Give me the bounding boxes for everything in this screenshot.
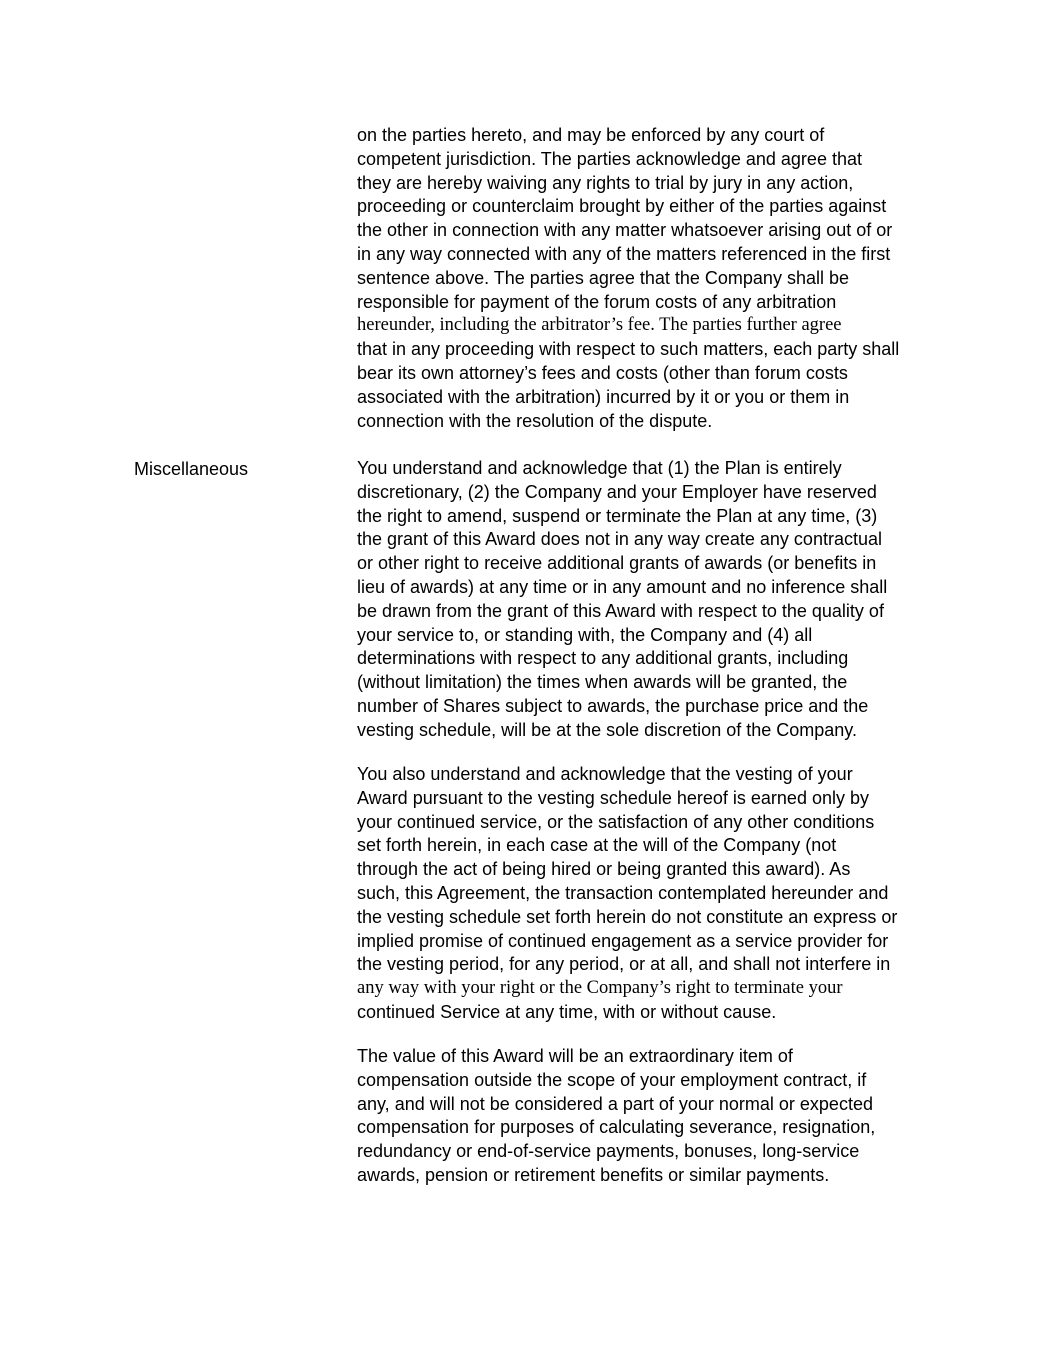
- text-line: sentence above. The parties agree that the Company shall be: [357, 267, 849, 288]
- text-line: awards, pension or retirement benefits or similar payments.: [357, 1164, 830, 1185]
- text-line: or other right to receive additional grants of awards (or benefits in: [357, 553, 877, 574]
- text-line: You understand and acknowledge that (1) the Plan is entirely: [357, 458, 842, 478]
- text-line: The value of this Award will be an extraordinary item of: [357, 1046, 793, 1066]
- section-heading-miscellaneous: Miscellaneous: [134, 459, 249, 479]
- miscellaneous-paragraph-2: [357, 763, 937, 1025]
- text-line: discretionary, (2) the Company and your Employer have reserved: [357, 481, 877, 502]
- text-line: the other in connection with any matter whatsoever arising out of or: [357, 220, 893, 241]
- text-line: bear its own attorney’s fees and costs (other than forum costs: [357, 362, 848, 383]
- miscellaneous-paragraph-1: [357, 457, 937, 743]
- text-line: You also understand and acknowledge that the vesting of your: [357, 764, 853, 784]
- text-line: the grant of this Award does not in any way create any contractual: [357, 529, 882, 550]
- miscellaneous-paragraph-3: [357, 1045, 937, 1188]
- text-line: compensation for purposes of calculating severance, resignation,: [357, 1117, 876, 1138]
- text-line: competent jurisdiction. The parties acknowledge and agree that: [357, 148, 862, 169]
- text-line: responsible for payment of the forum costs of any arbitration: [357, 291, 837, 312]
- text-line: continued Service at any time, with or without cause.: [357, 1001, 777, 1022]
- text-line: redundancy or end-of-service payments, bonuses, long-service: [357, 1141, 860, 1162]
- text-line: on the parties hereto, and may be enforced by any court of: [357, 125, 825, 145]
- text-line: set forth herein, in each case at the will of the Company (not: [357, 835, 837, 856]
- text-line: through the act of being hired or being granted this award). As: [357, 859, 851, 880]
- text-line: Award pursuant to the vesting schedule hereof is earned only by: [357, 787, 869, 808]
- text-line: such, this Agreement, the transaction contemplated hereunder and: [357, 882, 889, 903]
- text-line: compensation outside the scope of your employment contract, if: [357, 1069, 867, 1090]
- text-line: implied promise of continued engagement as a service provider for: [357, 930, 889, 951]
- text-line: vesting schedule, will be at the sole discretion of the Company.: [357, 719, 857, 740]
- text-line: determinations with respect to any additional grants, including: [357, 648, 849, 669]
- text-line: (without limitation) the times when awards will be granted, the: [357, 672, 848, 693]
- text-line: your service to, or standing with, the Company and (4) all: [357, 624, 813, 645]
- text-line: number of Shares subject to awards, the purchase price and the: [357, 695, 869, 716]
- text-line: the right to amend, suspend or terminate the Plan at any time, (3): [357, 505, 878, 526]
- text-line: associated with the arbitration) incurred by it or you or them in: [357, 386, 850, 407]
- text-line: hereunder, including the arbitrator’s fee. The parties further agree: [357, 315, 842, 336]
- text-line: any way with your right or the Company’s right to terminate your: [357, 978, 843, 999]
- text-line: they are hereby waiving any rights to trial by jury in any action,: [357, 172, 854, 193]
- text-line: that in any proceeding with respect to such matters, each party shall: [357, 339, 900, 360]
- arbitration-paragraph: [357, 124, 937, 433]
- text-line: connection with the resolution of the dispute.: [357, 410, 713, 431]
- text-line: any, and will not be considered a part of your normal or expected: [357, 1093, 873, 1114]
- text-line: be drawn from the grant of this Award with respect to the quality of: [357, 600, 884, 621]
- text-line: lieu of awards) at any time or in any amount and no inference shall: [357, 576, 888, 597]
- text-line: your continued service, or the satisfaction of any other conditions: [357, 811, 875, 832]
- text-line: the vesting period, for any period, or at all, and shall not interfere in: [357, 954, 891, 975]
- text-line: proceeding or counterclaim brought by either of the parties against: [357, 196, 887, 217]
- text-line: the vesting schedule set forth herein do not constitute an express or: [357, 906, 898, 927]
- text-line: in any way connected with any of the matters referenced in the first: [357, 243, 891, 264]
